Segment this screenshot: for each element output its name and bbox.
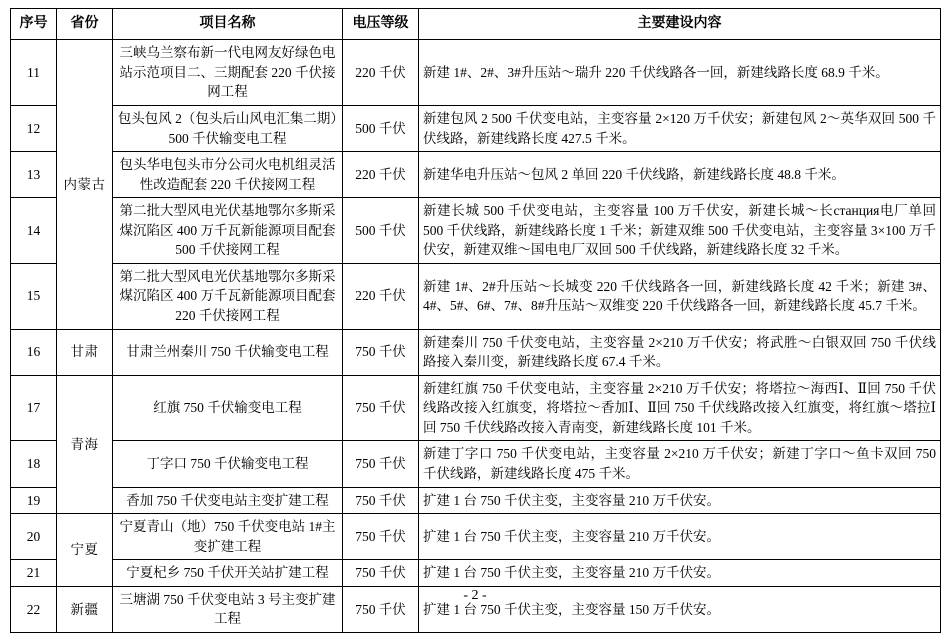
- cell-voltage: 750 千伏: [343, 441, 419, 487]
- project-table: [10, 8, 941, 633]
- cell-seq: 17: [11, 375, 57, 441]
- table-row: [11, 441, 941, 487]
- table-row: [11, 263, 941, 329]
- cell-seq: 21: [11, 560, 57, 587]
- cell-province: 新疆: [57, 586, 113, 632]
- cell-seq: 22: [11, 586, 57, 632]
- cell-main-content: 新建 1#、2#升压站～长城变 220 千伏线路各一回，新建线路长度 42 千米；新建 3#、4#、5#、6#、7#、8#升压站～双维变 220 千伏线路各一回，新建线路长度 45.7 千米。: [419, 263, 941, 329]
- cell-voltage: 220 千伏: [343, 263, 419, 329]
- cell-main-content: 新建秦川 750 千伏变电站，主变容量 2×210 万千伏安；将武胜～白银双回 750 千伏线路接入秦川变，新建线路长度 67.4 千米。: [419, 329, 941, 375]
- column-header-main-content: 主要建设内容: [419, 9, 941, 40]
- cell-seq: 12: [11, 105, 57, 151]
- table-row: [11, 487, 941, 514]
- cell-seq: 19: [11, 487, 57, 514]
- page-number: - 2 -: [463, 588, 487, 603]
- cell-voltage: 750 千伏: [343, 586, 419, 632]
- cell-seq: 11: [11, 40, 57, 106]
- cell-main-content: 新建红旗 750 千伏变电站，主变容量 2×210 万千伏安；将塔拉～海西Ⅰ、Ⅱ回 750 千伏线路改接入红旗变，将塔拉～香加Ⅰ、Ⅱ回 750 千伏线路改接入红旗变，将红旗～塔拉Ⅰ回 750 千伏线路改接入青南变，新建线路长度 101 千米。: [419, 375, 941, 441]
- cell-province: 宁夏: [57, 514, 113, 587]
- table-row: [11, 514, 941, 560]
- cell-project-name: 包头包风 2（包头后山风电汇集二期）500 千伏输变电工程: [113, 105, 343, 151]
- table-row: [11, 375, 941, 441]
- cell-project-name: 第二批大型风电光伏基地鄂尔多斯采煤沉陷区 400 万千瓦新能源项目配套 500 千伏接网工程: [113, 198, 343, 264]
- column-header-project-name: 项目名称: [113, 9, 343, 40]
- cell-voltage: 220 千伏: [343, 152, 419, 198]
- table-row: [11, 105, 941, 151]
- cell-voltage: 750 千伏: [343, 560, 419, 587]
- cell-seq: 15: [11, 263, 57, 329]
- cell-project-name: 宁夏青山（地）750 千伏变电站 1#主变扩建工程: [113, 514, 343, 560]
- cell-project-name: 宁夏杞乡 750 千伏开关站扩建工程: [113, 560, 343, 587]
- cell-main-content: 扩建 1 台 750 千伏主变，主变容量 210 万千伏安。: [419, 514, 941, 560]
- cell-project-name: 红旗 750 千伏输变电工程: [113, 375, 343, 441]
- cell-main-content: 新建包风 2 500 千伏变电站，主变容量 2×120 万千伏安；新建包风 2～英华双回 500 千伏线路，新建线路长度 427.5 千米。: [419, 105, 941, 151]
- cell-project-name: 丁字口 750 千伏输变电工程: [113, 441, 343, 487]
- cell-seq: 20: [11, 514, 57, 560]
- cell-project-name: 包头华电包头市分公司火电机组灵活性改造配套 220 千伏接网工程: [113, 152, 343, 198]
- table-row: [11, 329, 941, 375]
- cell-province: 内蒙古: [57, 40, 113, 329]
- cell-seq: 14: [11, 198, 57, 264]
- cell-seq: 16: [11, 329, 57, 375]
- cell-province: 青海: [57, 375, 113, 513]
- cell-voltage: 750 千伏: [343, 487, 419, 514]
- cell-project-name: 香加 750 千伏变电站主变扩建工程: [113, 487, 343, 514]
- cell-main-content: 扩建 1 台 750 千伏主变，主变容量 210 万千伏安。: [419, 487, 941, 514]
- cell-main-content: 扩建 1 台 750 千伏主变，主变容量 210 万千伏安。: [419, 560, 941, 587]
- cell-project-name: 甘肃兰州秦川 750 千伏输变电工程: [113, 329, 343, 375]
- cell-voltage: 750 千伏: [343, 375, 419, 441]
- cell-main-content: 新建长城 500 千伏变电站，主变容量 100 万千伏安，新建长城～长станция电厂单回 500 千伏线路，新建线路长度 1 千米；新建双维 500 千伏变电站，主变容量 3×100 万千伏安，新建双维～国电电厂双回 500 千伏线路，新建线路长度 32 千米。: [419, 198, 941, 264]
- cell-main-content: 新建丁字口 750 千伏变电站，主变容量 2×210 万千伏安；新建丁字口～鱼卡双回 750 千伏线路，新建线路长度 475 千米。: [419, 441, 941, 487]
- cell-province: 甘肃: [57, 329, 113, 375]
- column-header-voltage-level: 电压等级: [343, 9, 419, 40]
- table-row: [11, 560, 941, 587]
- cell-main-content: 新建 1#、2#、3#升压站～瑞升 220 千伏线路各一回，新建线路长度 68.9 千米。: [419, 40, 941, 106]
- column-header-province: 省份: [57, 9, 113, 40]
- cell-voltage: 220 千伏: [343, 40, 419, 106]
- table-row: [11, 198, 941, 264]
- column-header-seq: 序号: [11, 9, 57, 40]
- table-row: [11, 152, 941, 198]
- cell-main-content: 扩建 1 台 750 千伏主变，主变容量 150 万千伏安。: [419, 586, 941, 632]
- table-header-row: [11, 9, 941, 40]
- cell-main-content: 新建华电升压站～包风 2 单回 220 千伏线路，新建线路长度 48.8 千米。: [419, 152, 941, 198]
- cell-seq: 13: [11, 152, 57, 198]
- table-row: [11, 40, 941, 106]
- cell-seq: 18: [11, 441, 57, 487]
- cell-voltage: 500 千伏: [343, 198, 419, 264]
- cell-voltage: 500 千伏: [343, 105, 419, 151]
- cell-project-name: 第二批大型风电光伏基地鄂尔多斯采煤沉陷区 400 万千瓦新能源项目配套 220 千伏接网工程: [113, 263, 343, 329]
- cell-voltage: 750 千伏: [343, 329, 419, 375]
- cell-voltage: 750 千伏: [343, 514, 419, 560]
- cell-project-name: 三峡乌兰察布新一代电网友好绿色电站示范项目二、三期配套 220 千伏接网工程: [113, 40, 343, 106]
- cell-project-name: 三塘湖 750 千伏变电站 3 号主变扩建工程: [113, 586, 343, 632]
